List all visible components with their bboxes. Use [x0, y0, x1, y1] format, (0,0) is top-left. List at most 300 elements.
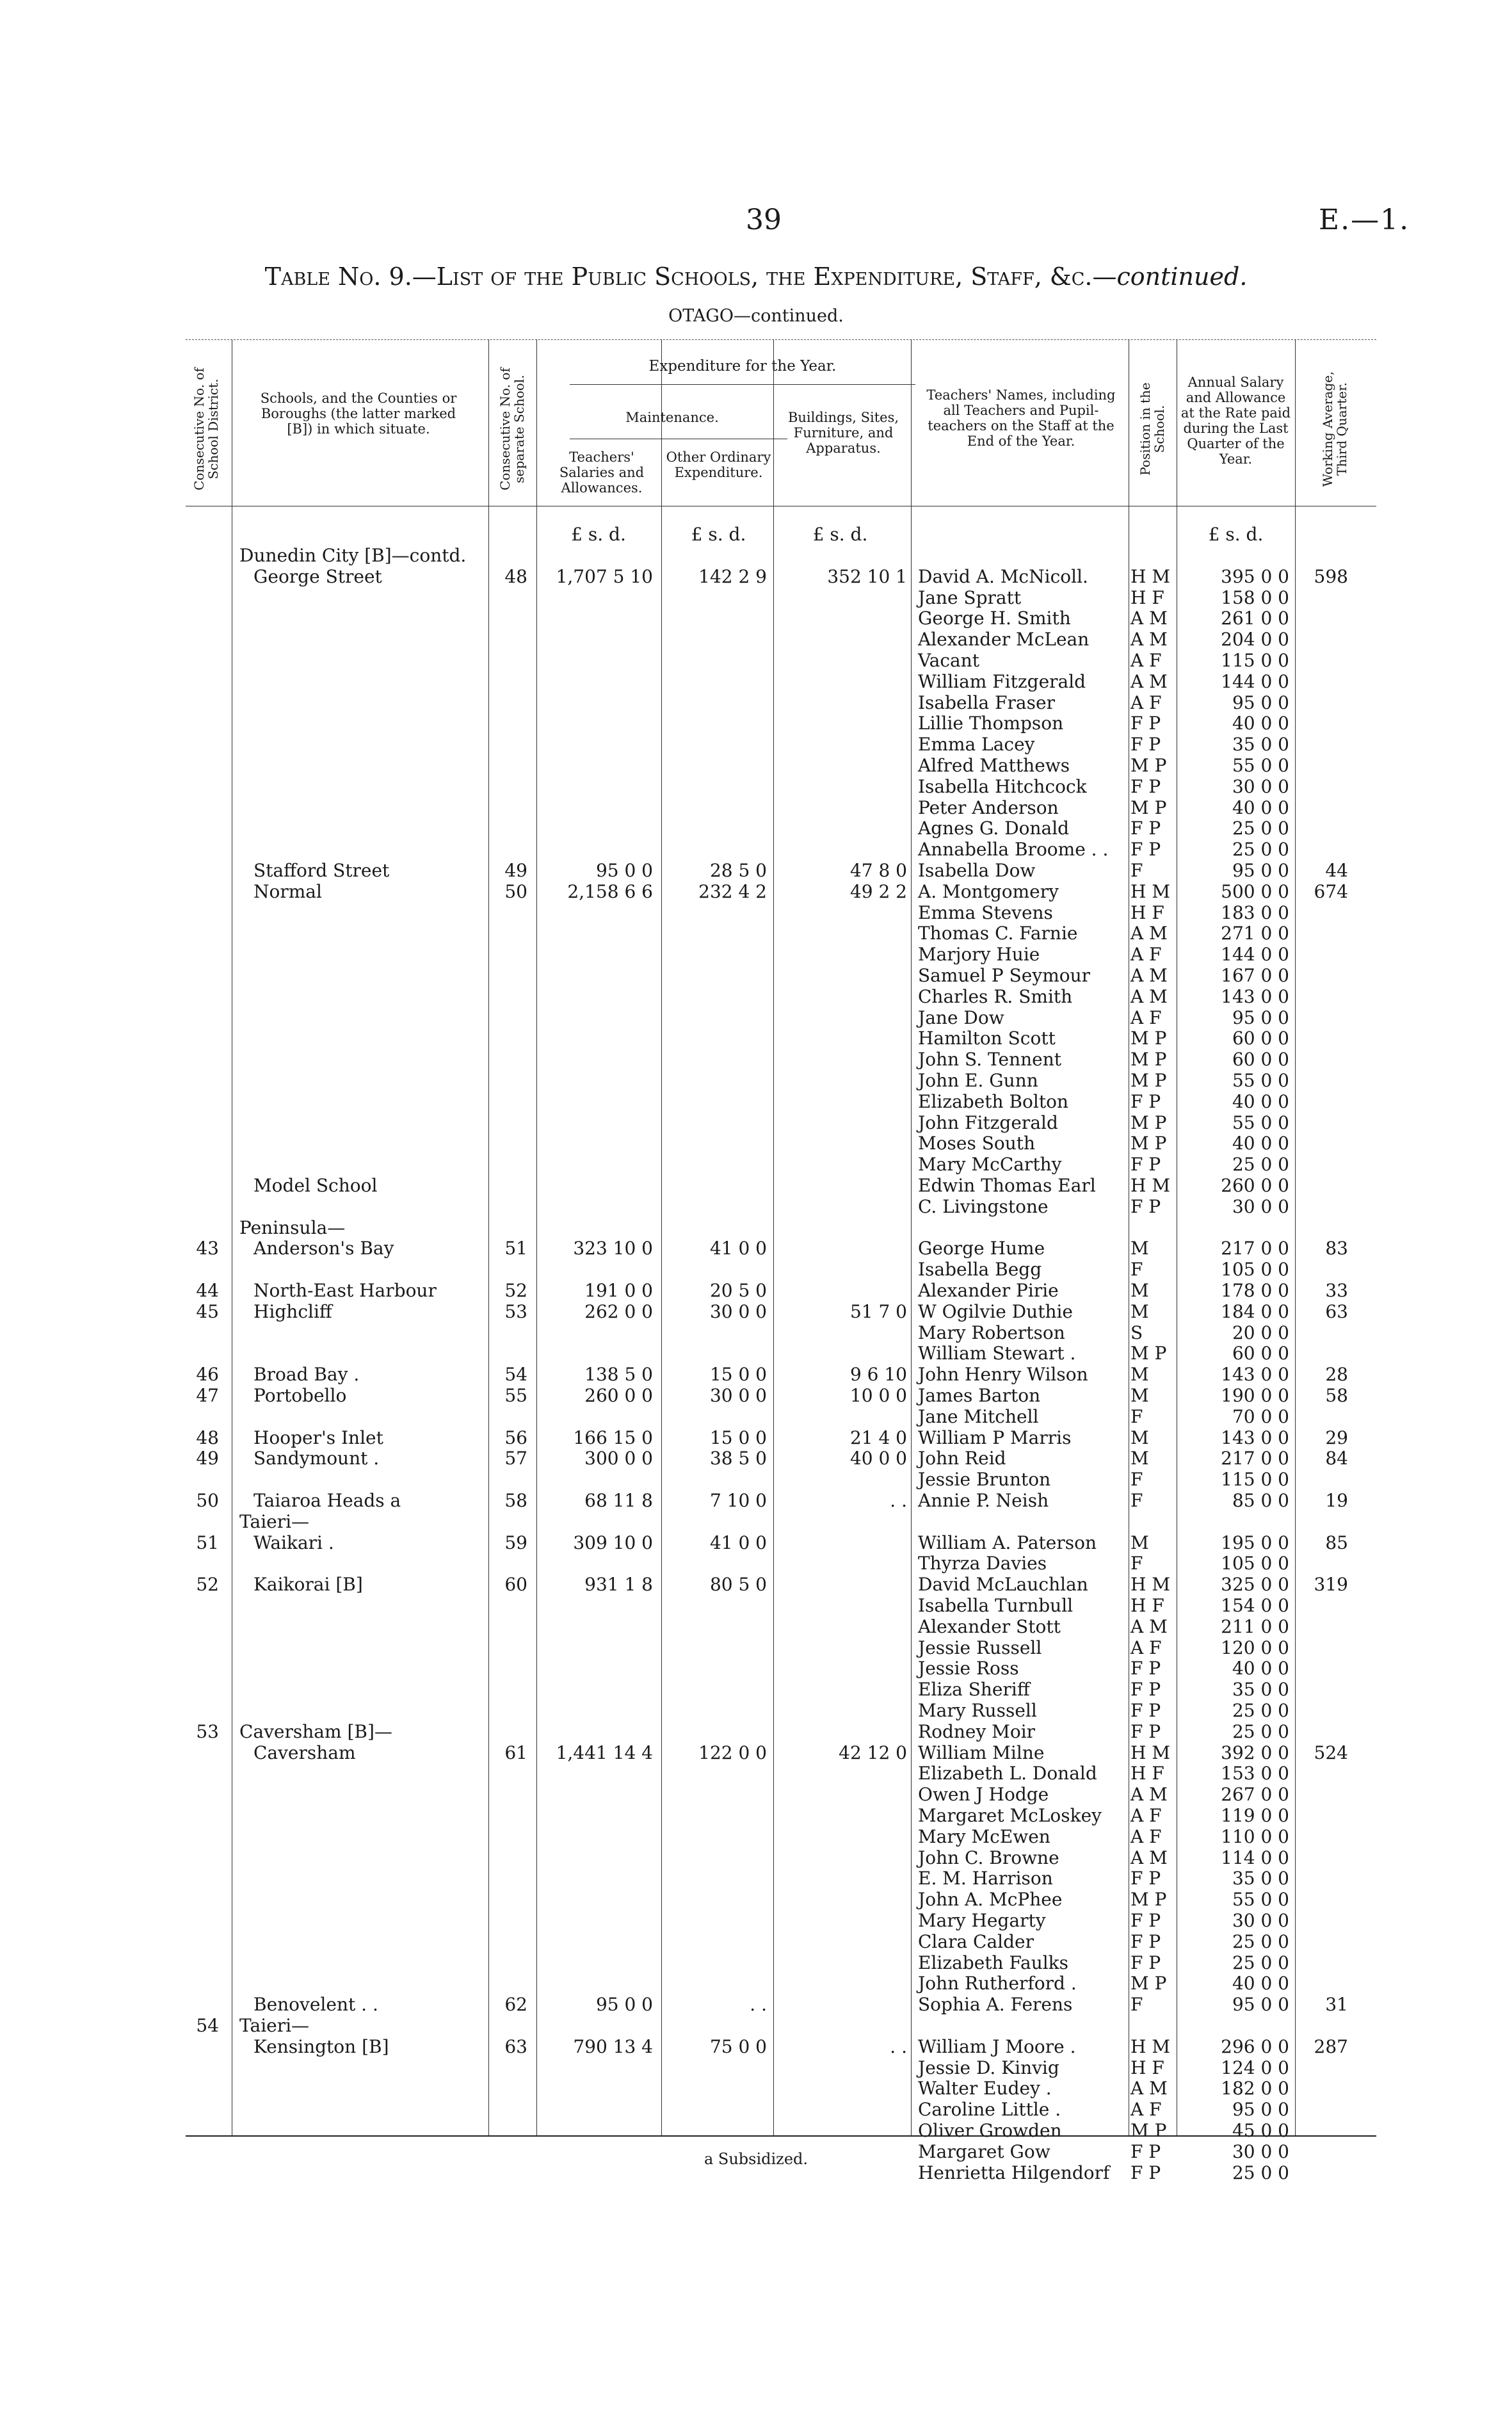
cell-other: 41 0 0 [709, 1238, 767, 1259]
table-row [0, 1658, 1512, 1679]
cell-annual-salary: 144 0 0 [1221, 944, 1289, 966]
cell-separate-no: 50 [504, 880, 527, 902]
cell-salaries: 309 10 0 [573, 1532, 653, 1553]
cell-teacher-name: Lillie Thompson [918, 713, 1064, 734]
cell-buildings: 47 8 0 [849, 860, 907, 881]
cell-position: H M [1130, 880, 1170, 902]
cell-district-no: 54 [196, 2015, 219, 2036]
table-row [0, 1700, 1512, 1721]
table-title-text: Table No. 9.—List of the Public Schools, the Expenditure, Staff, &c.— [264, 263, 1117, 291]
cell-teacher-name: Thyrza Davies [918, 1553, 1047, 1574]
cell-position: M P [1130, 1070, 1167, 1091]
cell-annual-salary: 154 0 0 [1221, 1595, 1289, 1616]
table-row [0, 1322, 1512, 1343]
table-row [0, 1007, 1512, 1028]
cell-annual-salary: 95 0 0 [1232, 860, 1289, 881]
cell-buildings: 40 0 0 [849, 1448, 907, 1469]
cell-other: 30 0 0 [709, 1385, 767, 1406]
table-row [0, 923, 1512, 944]
table-row [0, 1742, 1512, 1763]
cell-position: F P [1130, 1195, 1161, 1217]
cell-position: S [1130, 1322, 1143, 1343]
table-row [0, 1868, 1512, 1889]
table-row [0, 1805, 1512, 1826]
cell-working-average: 63 [1325, 1300, 1348, 1322]
cell-annual-salary: 40 0 0 [1232, 1658, 1289, 1679]
cell-school: Caversham [B]— [239, 1720, 392, 1742]
table-row [0, 1343, 1512, 1364]
cell-working-average: 83 [1325, 1238, 1348, 1259]
cell-teacher-name: Rodney Moir [918, 1720, 1036, 1742]
cell-teacher-name: George Hume [918, 1238, 1045, 1259]
cell-position: F P [1130, 1090, 1161, 1112]
cell-position: F P [1130, 2162, 1161, 2183]
cell-annual-salary: 25 0 0 [1232, 1952, 1289, 1973]
table-row [0, 1028, 1512, 1049]
cell-annual-salary: 25 0 0 [1232, 1700, 1289, 1721]
cell-school: Taieri— [239, 2015, 310, 2036]
cell-annual-salary: 271 0 0 [1221, 923, 1289, 944]
cell-annual-salary: 45 0 0 [1232, 2120, 1289, 2141]
cell-annual-salary: 70 0 0 [1232, 1405, 1289, 1427]
cell-position: M P [1130, 2120, 1167, 2141]
cell-teacher-name: Mary Robertson [918, 1322, 1065, 1343]
cell-position: A M [1130, 1784, 1168, 1806]
cell-buildings: 42 12 0 [839, 1742, 907, 1763]
table-row [0, 545, 1512, 566]
cell-teacher-name: A. Montgomery [918, 880, 1059, 902]
cell-teacher-name: Margaret Gow [918, 2140, 1050, 2162]
cell-annual-salary: 296 0 0 [1221, 2035, 1289, 2057]
cell-annual-salary: 40 0 0 [1232, 797, 1289, 818]
cell-teacher-name: John S. Tennent [918, 1049, 1062, 1071]
table-row [0, 755, 1512, 776]
table-row [0, 1847, 1512, 1868]
cell-annual-salary: 35 0 0 [1232, 734, 1289, 756]
table-row [0, 1910, 1512, 1931]
cell-salaries: 790 13 4 [573, 2035, 653, 2057]
table-row [0, 1574, 1512, 1595]
cell-annual-salary: 195 0 0 [1221, 1532, 1289, 1553]
cell-annual-salary: 30 0 0 [1232, 1195, 1289, 1217]
cell-position: A F [1130, 944, 1162, 966]
cell-position: F P [1130, 734, 1161, 756]
cell-teacher-name: Jessie D. Kinvig [918, 2057, 1059, 2078]
table-row [0, 1448, 1512, 1469]
cell-separate-no: 48 [504, 565, 527, 587]
cell-separate-no: 61 [504, 1742, 527, 1763]
cell-school: Model School [253, 1175, 378, 1196]
cell-annual-salary: 183 0 0 [1221, 902, 1289, 923]
cell-position: A M [1130, 670, 1168, 692]
cell-annual-salary: 500 0 0 [1221, 880, 1289, 902]
cell-annual-salary: 95 0 0 [1232, 1994, 1289, 2016]
table-row [0, 1112, 1512, 1133]
cell-salaries: 262 0 0 [584, 1300, 653, 1322]
cell-school: Stafford Street [253, 860, 390, 881]
cell-annual-salary: 325 0 0 [1221, 1574, 1289, 1596]
cell-teacher-name: John E. Gunn [918, 1070, 1038, 1091]
table-row [0, 1553, 1512, 1574]
expenditure-sub-rule [570, 384, 915, 385]
table-row [0, 1952, 1512, 1973]
cell-working-average: 598 [1314, 565, 1348, 587]
cell-working-average: 28 [1325, 1364, 1348, 1386]
cell-position: F P [1130, 839, 1161, 861]
units-other: £ s. d. [691, 524, 746, 545]
cell-school: Caversham [253, 1742, 356, 1763]
cell-position: A M [1130, 1615, 1168, 1637]
cell-separate-no: 57 [504, 1448, 527, 1469]
cell-school: Benovelent . . [253, 1994, 378, 2016]
cell-annual-salary: 40 0 0 [1232, 1090, 1289, 1112]
cell-position: F P [1130, 1658, 1161, 1679]
table-row [0, 1133, 1512, 1154]
cell-teacher-name: Margaret McLoskey [918, 1805, 1102, 1826]
cell-school: Waikari . [253, 1532, 334, 1553]
units-salaries: £ s. d. [571, 524, 626, 545]
cell-teacher-name: Jessie Brunton [918, 1469, 1051, 1491]
cell-other: 142 2 9 [698, 565, 767, 587]
table-row [0, 2078, 1512, 2099]
cell-position: H M [1130, 1742, 1170, 1763]
cell-teacher-name: Isabella Dow [918, 860, 1036, 881]
table-row [0, 671, 1512, 692]
cell-position: M [1130, 1238, 1149, 1259]
cell-teacher-name: Peter Anderson [918, 797, 1059, 818]
cell-position: A M [1130, 629, 1168, 651]
cell-position: H M [1130, 2035, 1170, 2057]
cell-position: A M [1130, 923, 1168, 944]
table-row [0, 1889, 1512, 1910]
cell-teacher-name: Eliza Sheriff [918, 1679, 1030, 1701]
cell-annual-salary: 143 0 0 [1221, 1364, 1289, 1386]
header-salaries: Teachers' Salaries and Allowances. [559, 449, 645, 496]
cell-position: A F [1130, 1007, 1162, 1028]
cell-position: F P [1130, 713, 1161, 734]
cell-teacher-name: David A. McNicoll. [918, 565, 1088, 587]
cell-teacher-name: Annie P. Neish [918, 1490, 1049, 1511]
cell-teacher-name: Moses South [918, 1133, 1036, 1154]
cell-other: 7 10 0 [709, 1490, 767, 1511]
table-row [0, 1385, 1512, 1406]
cell-position: F [1130, 1469, 1143, 1491]
cell-annual-salary: 110 0 0 [1221, 1825, 1289, 1847]
cell-annual-salary: 217 0 0 [1221, 1448, 1289, 1469]
cell-working-average: 524 [1314, 1742, 1348, 1763]
cell-position: M [1130, 1280, 1149, 1301]
table-subtitle: OTAGO—continued. [668, 306, 844, 326]
table-row [0, 797, 1512, 818]
cell-other: 30 0 0 [709, 1300, 767, 1322]
cell-teacher-name: Alfred Matthews [918, 755, 1070, 776]
cell-district-no: 44 [196, 1280, 219, 1301]
table-row [0, 2015, 1512, 2036]
cell-position: H M [1130, 565, 1170, 587]
cell-position: F P [1130, 1154, 1161, 1176]
cell-position: M P [1130, 1112, 1167, 1133]
cell-position: A F [1130, 2099, 1162, 2121]
table-title-continued: continued. [1116, 263, 1248, 291]
cell-district-no: 46 [196, 1364, 219, 1386]
table-row [0, 1637, 1512, 1658]
cell-annual-salary: 20 0 0 [1232, 1322, 1289, 1343]
cell-annual-salary: 184 0 0 [1221, 1300, 1289, 1322]
cell-position: M P [1130, 1343, 1167, 1364]
cell-teacher-name: Isabella Hitchcock [918, 775, 1087, 797]
cell-position: H F [1130, 587, 1164, 608]
cell-position: M P [1130, 1973, 1167, 1994]
cell-school: Normal [253, 880, 322, 902]
cell-teacher-name: Caroline Little . [918, 2099, 1061, 2121]
header-buildings: Buildings, Sites, Furniture, and Apparatus. [787, 410, 899, 456]
cell-working-average: 58 [1325, 1385, 1348, 1406]
cell-salaries: 138 5 0 [584, 1364, 653, 1386]
table-row [0, 1490, 1512, 1511]
cell-teacher-name: William Stewart . [918, 1343, 1076, 1364]
table-row [0, 650, 1512, 671]
cell-school: Peninsula— [239, 1217, 346, 1238]
cell-teacher-name: William J Moore . [918, 2035, 1076, 2057]
cell-teacher-name: Edwin Thomas Earl [918, 1175, 1096, 1196]
cell-working-average: 85 [1325, 1532, 1348, 1553]
cell-annual-salary: 30 0 0 [1232, 1910, 1289, 1931]
cell-position: A F [1130, 650, 1162, 671]
cell-working-average: 31 [1325, 1994, 1348, 2016]
cell-annual-salary: 55 0 0 [1232, 1889, 1289, 1911]
cell-annual-salary: 182 0 0 [1221, 2078, 1289, 2099]
table-row [0, 818, 1512, 839]
cell-position: F P [1130, 1952, 1161, 1973]
units-row [0, 524, 1512, 545]
cell-buildings: . . [890, 2035, 907, 2057]
cell-annual-salary: 124 0 0 [1221, 2057, 1289, 2078]
header-expenditure: Expenditure for the Year. [648, 358, 837, 375]
cell-annual-salary: 25 0 0 [1232, 818, 1289, 839]
cell-annual-salary: 40 0 0 [1232, 1133, 1289, 1154]
cell-annual-salary: 115 0 0 [1221, 1469, 1289, 1491]
cell-working-average: 319 [1314, 1574, 1348, 1596]
cell-teacher-name: Agnes G. Donald [918, 818, 1070, 839]
cell-teacher-name: Jessie Russell [918, 1637, 1042, 1658]
table-row [0, 1763, 1512, 1784]
cell-position: H F [1130, 1595, 1164, 1616]
cell-position: A M [1130, 965, 1168, 986]
cell-teacher-name: Alexander McLean [918, 629, 1090, 651]
cell-teacher-name: John Rutherford . [918, 1973, 1077, 1994]
cell-annual-salary: 35 0 0 [1232, 1679, 1289, 1701]
cell-annual-salary: 25 0 0 [1232, 1154, 1289, 1176]
cell-annual-salary: 119 0 0 [1221, 1805, 1289, 1826]
header-average: Working Average, Third Quarter. [1320, 371, 1349, 487]
cell-teacher-name: Alexander Pirie [918, 1280, 1059, 1301]
cell-annual-salary: 25 0 0 [1232, 1720, 1289, 1742]
table-row [0, 734, 1512, 755]
cell-teacher-name: Jessie Ross [918, 1658, 1019, 1679]
cell-annual-salary: 144 0 0 [1221, 670, 1289, 692]
cell-separate-no: 54 [504, 1364, 527, 1386]
cell-position: A M [1130, 608, 1168, 629]
cell-school: Highcliff [253, 1300, 332, 1322]
cell-other: 75 0 0 [709, 2035, 767, 2057]
table-row [0, 692, 1512, 713]
cell-district-no: 52 [196, 1574, 219, 1596]
table-row [0, 1301, 1512, 1322]
table-row [0, 1595, 1512, 1616]
cell-annual-salary: 143 0 0 [1221, 985, 1289, 1007]
cell-other: 122 0 0 [698, 1742, 767, 1763]
cell-school: Taieri— [239, 1510, 310, 1532]
cell-other: 80 5 0 [709, 1574, 767, 1596]
cell-position: M [1130, 1448, 1149, 1469]
cell-separate-no: 49 [504, 860, 527, 881]
cell-position: F [1130, 1553, 1143, 1574]
cell-annual-salary: 158 0 0 [1221, 587, 1289, 608]
cell-working-average: 44 [1325, 860, 1348, 881]
cell-annual-salary: 392 0 0 [1221, 1742, 1289, 1763]
cell-teacher-name: James Barton [918, 1385, 1041, 1406]
cell-position: H F [1130, 902, 1164, 923]
cell-position: F P [1130, 1930, 1161, 1952]
header-maintenance: Maintenance. [625, 410, 719, 425]
cell-district-no: 49 [196, 1448, 219, 1469]
table-row [0, 1994, 1512, 2015]
cell-teacher-name: Isabella Turnbull [918, 1595, 1074, 1616]
cell-teacher-name: George H. Smith [918, 608, 1071, 629]
cell-position: A F [1130, 692, 1162, 713]
cell-teacher-name: John Fitzgerald [918, 1112, 1058, 1133]
header-other: Other Ordinary Expenditure. [666, 449, 771, 480]
cell-buildings: 352 10 1 [827, 565, 907, 587]
cell-school: Broad Bay . [253, 1364, 360, 1386]
table-row [0, 1070, 1512, 1091]
cell-school: Portobello [253, 1385, 347, 1406]
cell-working-average: 33 [1325, 1280, 1348, 1301]
table-row [0, 1406, 1512, 1427]
cell-teacher-name: Alexander Stott [918, 1615, 1061, 1637]
table-row [0, 1973, 1512, 1994]
header-teachers: Teachers' Names, including all Teachers and Pupil-teachers on the Staff at the End of the Year. [926, 387, 1116, 449]
cell-position: F P [1130, 1700, 1161, 1721]
table-row [0, 1511, 1512, 1532]
table-row [0, 1427, 1512, 1448]
cell-position: A F [1130, 1637, 1162, 1658]
cell-teacher-name: Emma Lacey [918, 734, 1035, 756]
cell-school: Kensington [B] [253, 2035, 389, 2057]
table-row [0, 2120, 1512, 2141]
cell-annual-salary: 25 0 0 [1232, 839, 1289, 861]
cell-annual-salary: 178 0 0 [1221, 1280, 1289, 1301]
cell-annual-salary: 85 0 0 [1232, 1490, 1289, 1511]
cell-annual-salary: 217 0 0 [1221, 1238, 1289, 1259]
table-row [0, 713, 1512, 734]
cell-salaries: 95 0 0 [595, 860, 653, 881]
cell-separate-no: 63 [504, 2035, 527, 2057]
cell-teacher-name: Samuel P Seymour [918, 965, 1091, 986]
cell-teacher-name: Isabella Begg [918, 1259, 1042, 1281]
cell-other: 15 0 0 [709, 1364, 767, 1386]
cell-district-no: 45 [196, 1300, 219, 1322]
footnote: a Subsidized. [704, 2150, 808, 2168]
cell-teacher-name: Mary McCarthy [918, 1154, 1062, 1176]
table-row [0, 1469, 1512, 1490]
cell-teacher-name: Emma Stevens [918, 902, 1053, 923]
cell-annual-salary: 115 0 0 [1221, 650, 1289, 671]
cell-other: 232 4 2 [698, 880, 767, 902]
cell-annual-salary: 60 0 0 [1232, 1343, 1289, 1364]
cell-separate-no: 51 [504, 1238, 527, 1259]
cell-position: H M [1130, 1175, 1170, 1196]
cell-position: F [1130, 1405, 1143, 1427]
cell-teacher-name: Thomas C. Farnie [918, 923, 1078, 944]
cell-position: F P [1130, 1679, 1161, 1701]
cell-annual-salary: 30 0 0 [1232, 775, 1289, 797]
cell-teacher-name: Henrietta Hilgendorf [918, 2162, 1110, 2183]
cell-annual-salary: 95 0 0 [1232, 692, 1289, 713]
table-row [0, 1364, 1512, 1385]
header-salary: Annual Salary and Allowance at the Rate paid during the Last Quarter of the Year. [1180, 375, 1291, 467]
cell-position: H M [1130, 1574, 1170, 1596]
cell-buildings: 21 4 0 [849, 1427, 907, 1448]
cell-annual-salary: 55 0 0 [1232, 755, 1289, 776]
table-row [0, 902, 1512, 923]
units-buildings: £ s. d. [812, 524, 868, 545]
cell-position: F P [1130, 1868, 1161, 1889]
cell-teacher-name: John C. Browne [918, 1847, 1059, 1868]
cell-annual-salary: 40 0 0 [1232, 713, 1289, 734]
cell-annual-salary: 120 0 0 [1221, 1637, 1289, 1658]
cell-teacher-name: William A. Paterson [918, 1532, 1097, 1553]
cell-annual-salary: 143 0 0 [1221, 1427, 1289, 1448]
cell-teacher-name: Vacant [918, 650, 980, 671]
table-row [0, 1616, 1512, 1637]
cell-position: M [1130, 1385, 1149, 1406]
cell-teacher-name: William Milne [918, 1742, 1045, 1763]
cell-separate-no: 60 [504, 1574, 527, 1596]
cell-position: M P [1130, 755, 1167, 776]
table-title [0, 263, 1512, 291]
cell-salaries: 300 0 0 [584, 1448, 653, 1469]
table-row [0, 608, 1512, 629]
cell-teacher-name: C. Livingstone [918, 1195, 1049, 1217]
table-row [0, 1931, 1512, 1952]
cell-salaries: 1,441 14 4 [556, 1742, 653, 1763]
header-separate-no: Consecutive No. of separate School. [497, 368, 527, 490]
cell-district-no: 51 [196, 1532, 219, 1553]
cell-salaries: 191 0 0 [584, 1280, 653, 1301]
table-row [0, 881, 1512, 902]
table-row [0, 2036, 1512, 2057]
cell-annual-salary: 25 0 0 [1232, 2162, 1289, 2183]
table-row [0, 2057, 1512, 2078]
table-row [0, 566, 1512, 587]
cell-position: F P [1130, 2140, 1161, 2162]
cell-teacher-name: Sophia A. Ferens [918, 1994, 1073, 2016]
table-row [0, 944, 1512, 965]
cell-position: A M [1130, 2078, 1168, 2099]
header-district-no: Consecutive No. of School District. [191, 368, 221, 490]
cell-separate-no: 62 [504, 1994, 527, 2016]
cell-salaries: 95 0 0 [595, 1994, 653, 2016]
cell-buildings: 9 6 10 [849, 1364, 907, 1386]
cell-position: A M [1130, 985, 1168, 1007]
cell-separate-no: 53 [504, 1300, 527, 1322]
cell-annual-salary: 95 0 0 [1232, 1007, 1289, 1028]
cell-position: F [1130, 1490, 1143, 1511]
table-row [0, 965, 1512, 986]
cell-teacher-name: John Henry Wilson [918, 1364, 1088, 1386]
header-position: Position in the School. [1138, 382, 1167, 476]
